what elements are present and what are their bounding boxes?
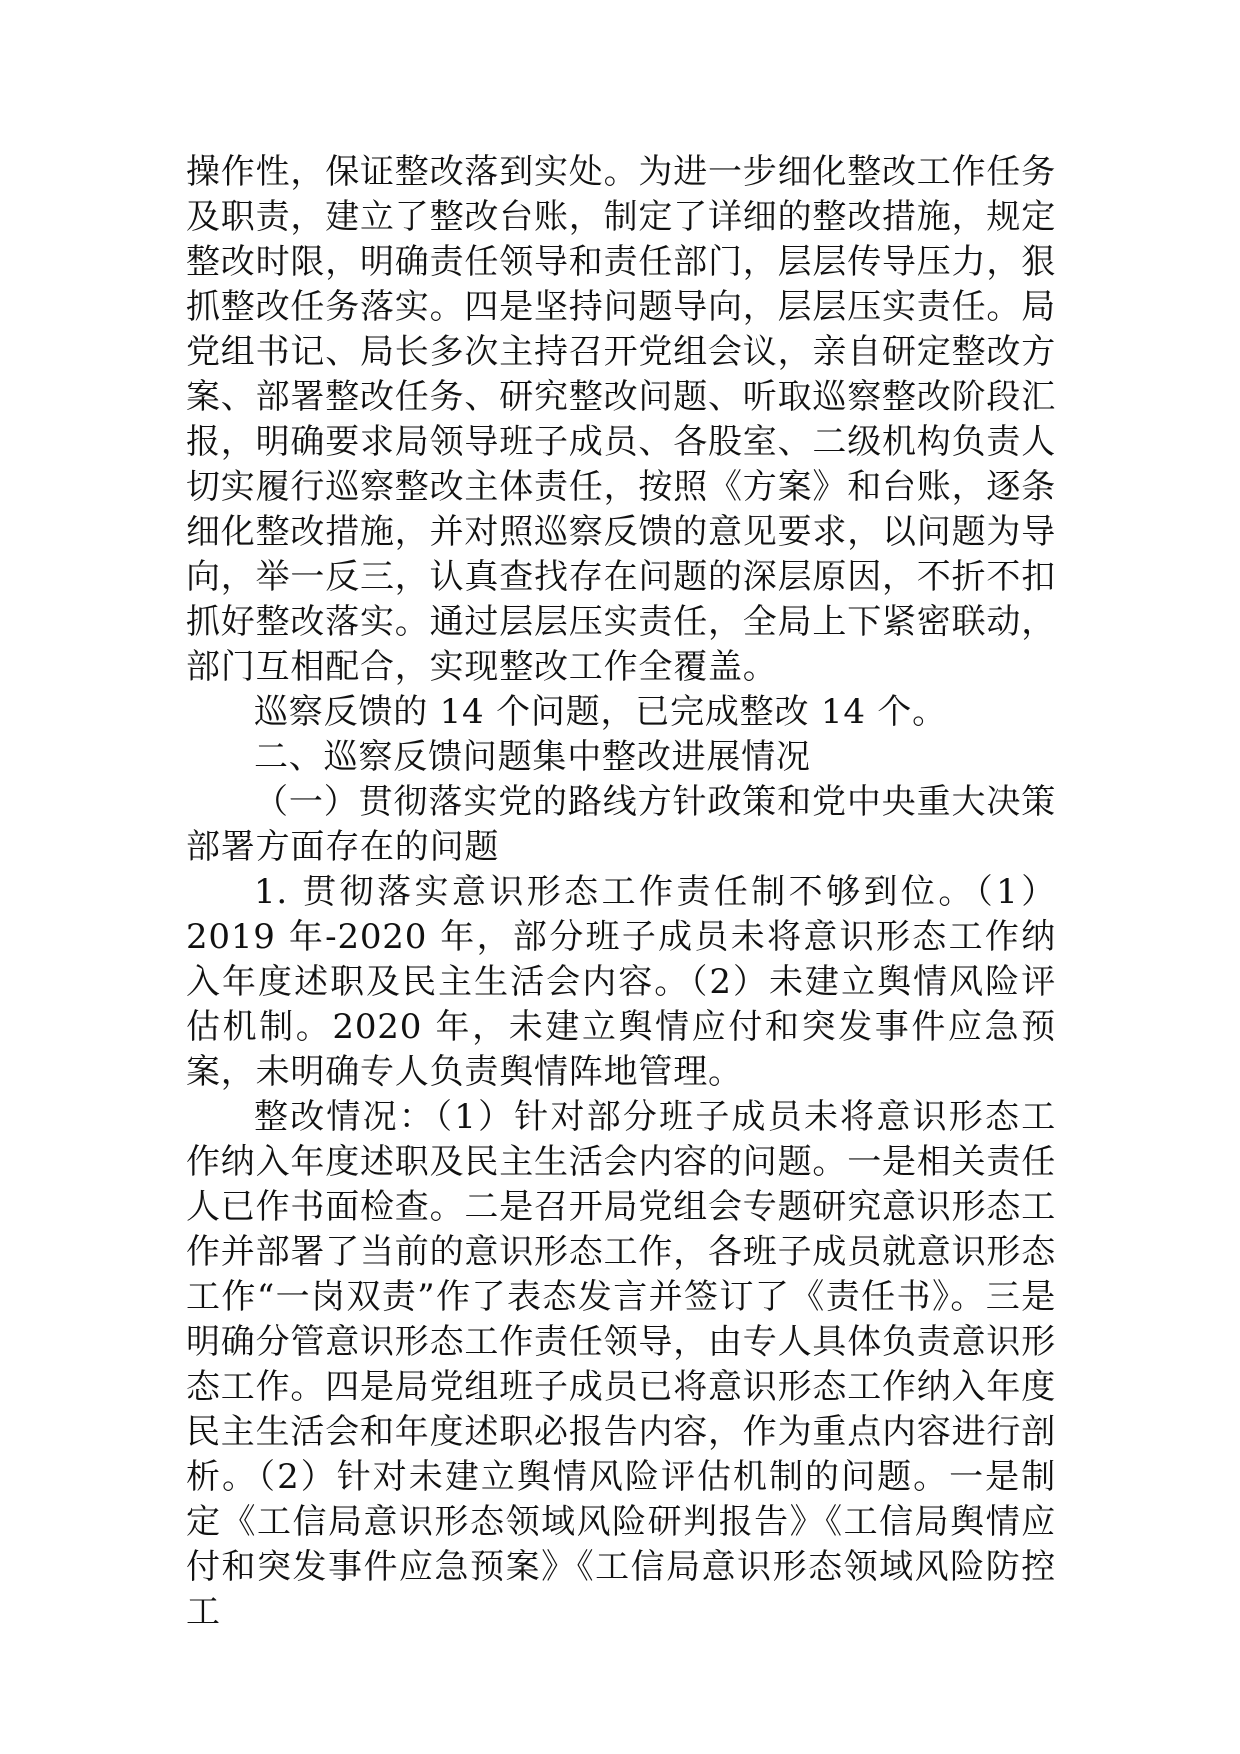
paragraph-continuation: 操作性，保证整改落到实处。为进一步细化整改工作任务及职责，建立了整改台账，制定了详细的整改措施，规定整改时限，明确责任领导和责任部门，层层传导压力，狠抓整改任务落实。四是坚持问题导向，层层压实责任。局党组书记、局长多次主持召开党组会议，亲自研定整改方案、部署整改任务、研究整改问题、听取巡察整改阶段汇报，明确要求局领导班子成员、各股室、二级机构负责人切实履行巡察整改主体责任，按照《方案》和台账，逐条细化整改措施，并对照巡察反馈的意见要求，以问题为导向，举一反三，认真查找存在问题的深层原因，不折不扣抓好整改落实。通过层层压实责任，全局上下紧密联动，部门互相配合，实现整改工作全覆盖。 [186, 152, 1056, 687]
subsection-heading: （一）贯彻落实党的路线方针政策和党中央重大决策部署方面存在的问题 [186, 782, 1056, 867]
paragraph-summary: 巡察反馈的 14 个问题，已完成整改 14 个。 [254, 692, 947, 732]
rectification-paragraph: 整改情况：（1）针对部分班子成员未将意识形态工作纳入年度述职及民主生活会内容的问题。一是相关责任人已作书面检查。二是召开局党组会专题研究意识形态工作并部署了当前的意识形态工作，各班子成员就意识形态工作“一岗双责”作了表态发言并签订了《责任书》。三是明确分管意识形态工作责任领导，由专人具体负责意识形态工作。四是局党组班子成员已将意识形态工作纳入年度民主生活会和年度述职必报告内容，作为重点内容进行剖析。（2）针对未建立舆情风险评估机制的问题。一是制定《工信局意识形态领域风险研判报告》《工信局舆情应付和突发事件应急预案》《工信局意识形态领域风险防控工 [186, 1097, 1056, 1632]
document-body [186, 150, 1056, 1635]
section-heading: 二、巡察反馈问题集中整改进展情况 [254, 737, 811, 777]
issue-item: 1. 贯彻落实意识形态工作责任制不够到位。（1）2019 年-2020 年，部分班子成员未将意识形态工作纳入年度述职及民主生活会内容。（2）未建立舆情风险评估机制。2020 年，未建立舆情应付和突发事件应急预案，未明确专人负责舆情阵地管理。 [186, 872, 1056, 1092]
